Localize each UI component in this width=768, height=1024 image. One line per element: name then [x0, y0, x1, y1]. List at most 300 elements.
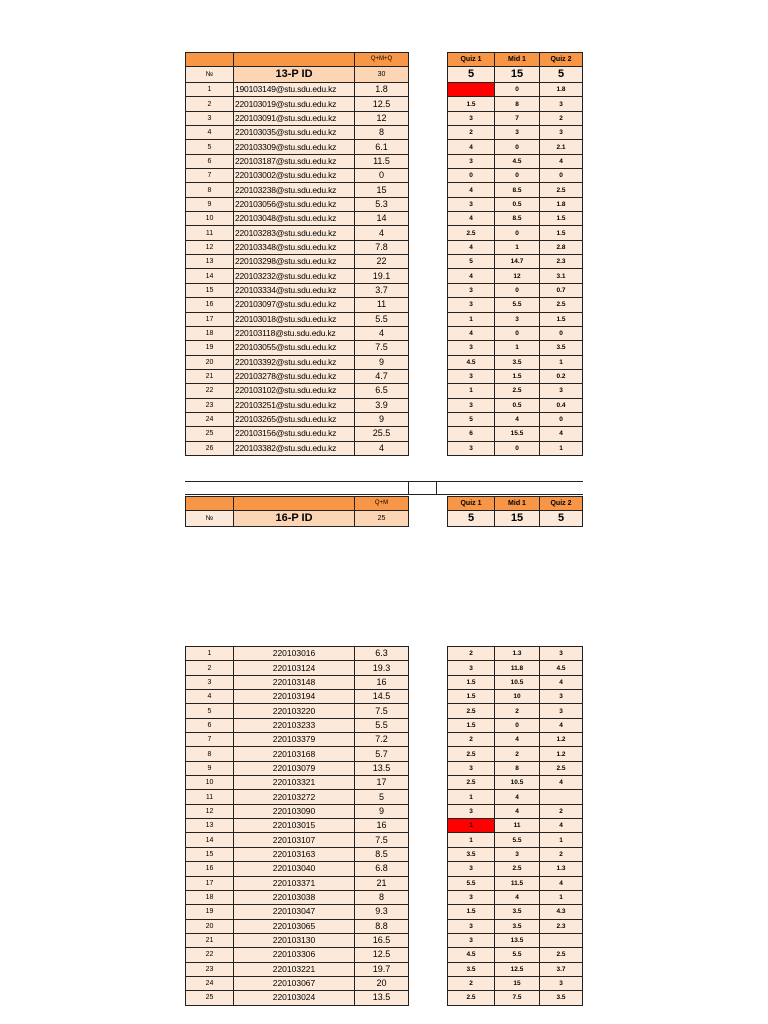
row-number: 1: [186, 647, 234, 661]
table-row: [186, 776, 409, 790]
table-row: [186, 427, 409, 441]
total-score: 7.5: [355, 704, 409, 718]
table-row: [186, 890, 409, 904]
quiz2-score: 4.3: [540, 905, 583, 919]
mid1-score: 1.3: [495, 647, 540, 661]
table-row: [186, 790, 409, 804]
mid1-score: 2: [495, 704, 540, 718]
score-row: [448, 326, 583, 340]
mid1-score: 5.5: [495, 298, 540, 312]
table-row: [186, 326, 409, 340]
score-row: [448, 948, 583, 962]
row-number: 14: [186, 269, 234, 283]
total-score: 9: [355, 412, 409, 426]
score-row: [448, 991, 583, 1005]
table-row: [186, 919, 409, 933]
quiz1-score: 3: [448, 298, 495, 312]
row-number: 22: [186, 948, 234, 962]
table-row: [186, 962, 409, 976]
quiz2-score: 2: [540, 111, 583, 125]
student-id: 220103265@stu.sdu.edu.kz: [234, 412, 355, 426]
score-row: [448, 427, 583, 441]
mid1-score: 12.5: [495, 962, 540, 976]
score-row: [448, 862, 583, 876]
table-row: [186, 240, 409, 254]
quiz2-score: 1.8: [540, 83, 583, 97]
quiz2-score: 1.2: [540, 733, 583, 747]
student-id: 220103272: [234, 790, 355, 804]
row-number: 17: [186, 312, 234, 326]
student-id: 220103392@stu.sdu.edu.kz: [234, 355, 355, 369]
quiz2-score: 1: [540, 441, 583, 455]
table-row: [186, 369, 409, 383]
quiz1-score: 1: [448, 790, 495, 804]
score-row: [448, 690, 583, 704]
score-formula-label: Q+M: [355, 497, 409, 511]
score-row: [448, 312, 583, 326]
quiz1-score: 2.5: [448, 747, 495, 761]
student-id: 220103194: [234, 690, 355, 704]
total-score: 8.8: [355, 919, 409, 933]
quiz2-score: 2.3: [540, 255, 583, 269]
mid1-score: 4: [495, 412, 540, 426]
row-number: 24: [186, 412, 234, 426]
table-row: [186, 183, 409, 197]
header-blank-cell: [234, 53, 355, 67]
row-number: 3: [186, 675, 234, 689]
student-id: 220103002@stu.sdu.edu.kz: [234, 169, 355, 183]
quiz2-score: 3: [540, 97, 583, 111]
group16-header-bar: [186, 497, 409, 511]
row-number: 18: [186, 890, 234, 904]
quiz2-score: 1.5: [540, 212, 583, 226]
row-number: 12: [186, 240, 234, 254]
total-score: 5.5: [355, 312, 409, 326]
table-row: [186, 933, 409, 947]
score-row: [448, 675, 583, 689]
student-id: 220103298@stu.sdu.edu.kz: [234, 255, 355, 269]
quiz2-score: 0: [540, 412, 583, 426]
mid1-score: 15: [495, 976, 540, 990]
quiz2-score: 4: [540, 154, 583, 168]
quiz1-score: 3: [448, 761, 495, 775]
quiz2-score: 3: [540, 704, 583, 718]
mid1-score: 3: [495, 126, 540, 140]
mid1-score: 1: [495, 341, 540, 355]
mid1-score: 0: [495, 226, 540, 240]
student-id: 220103079: [234, 761, 355, 775]
row-number: 19: [186, 341, 234, 355]
student-id: 220103306: [234, 948, 355, 962]
quiz2-score: 4: [540, 718, 583, 732]
student-id: 220103118@stu.sdu.edu.kz: [234, 326, 355, 340]
mid1-score: 3.5: [495, 905, 540, 919]
quiz1-score: 3: [448, 933, 495, 947]
quiz2-score: 4: [540, 819, 583, 833]
student-id: 220103130: [234, 933, 355, 947]
row-number: 1: [186, 83, 234, 97]
score-row: [448, 718, 583, 732]
student-id: 220103018@stu.sdu.edu.kz: [234, 312, 355, 326]
quiz2-score: 2: [540, 847, 583, 861]
score-row: [448, 761, 583, 775]
total-score: 22: [355, 255, 409, 269]
total-score: 12.5: [355, 97, 409, 111]
total-score: 16: [355, 819, 409, 833]
table-row: [186, 341, 409, 355]
mid1-score: 3.5: [495, 355, 540, 369]
number-column-header: №: [186, 67, 234, 83]
number-column-header: №: [186, 511, 234, 527]
quiz1-score: 2.5: [448, 776, 495, 790]
quiz1-score: 3: [448, 398, 495, 412]
quiz1-score: 2: [448, 733, 495, 747]
mid1-max: 15: [495, 67, 540, 83]
quiz1-score: 4: [448, 269, 495, 283]
quiz1-score: 2.5: [448, 704, 495, 718]
score-row: [448, 441, 583, 455]
quiz1-score: 1: [448, 819, 495, 833]
mid1-score: 10.5: [495, 776, 540, 790]
student-id: 220103156@stu.sdu.edu.kz: [234, 427, 355, 441]
group13-header-bar: [186, 53, 409, 67]
total-score: 11: [355, 298, 409, 312]
quiz2-score: 3: [540, 384, 583, 398]
student-id: 220103055@stu.sdu.edu.kz: [234, 341, 355, 355]
student-id: 220103038: [234, 890, 355, 904]
mid1-score: 10.5: [495, 675, 540, 689]
quiz1-score: 3: [448, 154, 495, 168]
score-row: [448, 197, 583, 211]
mid1-score: 4.5: [495, 154, 540, 168]
total-score: 4: [355, 441, 409, 455]
total-score: 5.3: [355, 197, 409, 211]
quiz2-score: 0.2: [540, 369, 583, 383]
table-row: [186, 690, 409, 704]
student-id: 220103056@stu.sdu.edu.kz: [234, 197, 355, 211]
mid1-score: 2: [495, 747, 540, 761]
mid1-score: 12: [495, 269, 540, 283]
quiz1-score: 3: [448, 661, 495, 675]
table-row: [186, 97, 409, 111]
score-row: [448, 833, 583, 847]
mid1-score: 1: [495, 240, 540, 254]
student-id: 220103035@stu.sdu.edu.kz: [234, 126, 355, 140]
row-number: 10: [186, 212, 234, 226]
table-row: [186, 140, 409, 154]
student-id: 220103024: [234, 991, 355, 1005]
quiz1-score: 3.5: [448, 962, 495, 976]
row-number: 23: [186, 962, 234, 976]
quiz1-score: 5: [448, 412, 495, 426]
group16-students-table: [185, 646, 409, 1006]
quiz2-score: 1.8: [540, 197, 583, 211]
row-number: 13: [186, 819, 234, 833]
student-id: 220103348@stu.sdu.edu.kz: [234, 240, 355, 254]
quiz2-header: Quiz 2: [540, 497, 583, 511]
score-row: [448, 919, 583, 933]
mid1-score: 8.5: [495, 183, 540, 197]
mid1-score: 1.5: [495, 369, 540, 383]
mid1-score: 10: [495, 690, 540, 704]
mid1-score: 5.5: [495, 948, 540, 962]
total-score: 7.5: [355, 341, 409, 355]
table-row: [186, 298, 409, 312]
quiz1-score: 1: [448, 312, 495, 326]
quiz2-score: 1: [540, 890, 583, 904]
mid1-score: 0: [495, 169, 540, 183]
group16-max-row: [448, 511, 583, 527]
row-number: 11: [186, 790, 234, 804]
quiz2-score: 2.5: [540, 948, 583, 962]
quiz2-score: 1: [540, 355, 583, 369]
quiz2-score: 4: [540, 876, 583, 890]
score-row: [448, 83, 583, 97]
quiz2-score: 3.5: [540, 991, 583, 1005]
student-id: 220103163: [234, 847, 355, 861]
total-score: 4.7: [355, 369, 409, 383]
student-id: 220103283@stu.sdu.edu.kz: [234, 226, 355, 240]
score-row: [448, 111, 583, 125]
row-number: 20: [186, 919, 234, 933]
student-id: 220103233: [234, 718, 355, 732]
mid1-score: 0: [495, 83, 540, 97]
max-score-cell: 25: [355, 511, 409, 527]
group16-quiz-header-table: [447, 496, 583, 527]
score-formula-label: Q+M+Q: [355, 53, 409, 67]
mid1-score: 2.5: [495, 862, 540, 876]
row-number: 6: [186, 718, 234, 732]
student-id: 220103107: [234, 833, 355, 847]
quiz2-score: 4: [540, 776, 583, 790]
quiz1-score: 2.5: [448, 226, 495, 240]
student-id: 220103047: [234, 905, 355, 919]
student-id: 220103015: [234, 819, 355, 833]
mid1-score: 11.5: [495, 876, 540, 890]
group13-header-row: [186, 67, 409, 83]
quiz2-max: 5: [540, 511, 583, 527]
total-score: 7.2: [355, 733, 409, 747]
total-score: 9: [355, 355, 409, 369]
mid1-score: 3.5: [495, 919, 540, 933]
total-score: 14: [355, 212, 409, 226]
mid1-score: 7.5: [495, 991, 540, 1005]
mid1-score: 8: [495, 97, 540, 111]
student-id: 220103048@stu.sdu.edu.kz: [234, 212, 355, 226]
table-row: [186, 269, 409, 283]
quiz2-score: 3: [540, 690, 583, 704]
total-score: 14.5: [355, 690, 409, 704]
row-number: 5: [186, 704, 234, 718]
quiz1-score: [448, 83, 495, 97]
student-id: 220103148: [234, 675, 355, 689]
student-id: 220103371: [234, 876, 355, 890]
student-id: 220103040: [234, 862, 355, 876]
row-number: 26: [186, 441, 234, 455]
score-row: [448, 240, 583, 254]
quiz1-score: 1.5: [448, 675, 495, 689]
score-row: [448, 341, 583, 355]
total-score: 4: [355, 226, 409, 240]
table-row: [186, 948, 409, 962]
table-row: [186, 355, 409, 369]
quiz2-header: Quiz 2: [540, 53, 583, 67]
total-score: 12.5: [355, 948, 409, 962]
total-score: 0: [355, 169, 409, 183]
quiz1-max: 5: [448, 67, 495, 83]
quiz2-score: 1.5: [540, 226, 583, 240]
score-row: [448, 140, 583, 154]
score-row: [448, 298, 583, 312]
quiz1-score: 3: [448, 919, 495, 933]
total-score: 16: [355, 675, 409, 689]
student-id: 220103187@stu.sdu.edu.kz: [234, 154, 355, 168]
quiz2-score: 2.5: [540, 298, 583, 312]
quiz2-score: 4.5: [540, 661, 583, 675]
quiz1-score: 4: [448, 140, 495, 154]
mid1-score: 4: [495, 733, 540, 747]
total-score: 6.3: [355, 647, 409, 661]
table-row: [186, 197, 409, 211]
table-row: [186, 675, 409, 689]
student-id: 220103221: [234, 962, 355, 976]
quiz1-score: 4: [448, 183, 495, 197]
row-number: 6: [186, 154, 234, 168]
score-row: [448, 976, 583, 990]
mid1-score: 8.5: [495, 212, 540, 226]
total-score: 7.8: [355, 240, 409, 254]
mid1-score: 0: [495, 326, 540, 340]
mid1-score: 11: [495, 819, 540, 833]
quiz1-score: 3: [448, 804, 495, 818]
quiz1-score: 1.5: [448, 690, 495, 704]
quiz1-score: 5: [448, 255, 495, 269]
group13-max-row: [448, 67, 583, 83]
score-row: [448, 97, 583, 111]
quiz1-score: 3: [448, 862, 495, 876]
group13-scores-table: [447, 52, 583, 456]
table-row: [186, 804, 409, 818]
score-row: [448, 212, 583, 226]
total-score: 5.5: [355, 718, 409, 732]
quiz1-score: 1.5: [448, 718, 495, 732]
row-number: 15: [186, 283, 234, 297]
score-row: [448, 776, 583, 790]
mid1-score: 4: [495, 790, 540, 804]
row-number: 25: [186, 991, 234, 1005]
quiz1-score: 3: [448, 197, 495, 211]
score-row: [448, 876, 583, 890]
mid1-score: 11.8: [495, 661, 540, 675]
total-score: 16.5: [355, 933, 409, 947]
quiz2-score: 2.5: [540, 183, 583, 197]
quiz2-score: [540, 790, 583, 804]
score-row: [448, 269, 583, 283]
total-score: 5.7: [355, 747, 409, 761]
score-row: [448, 355, 583, 369]
student-id: 220103379: [234, 733, 355, 747]
total-score: 19.7: [355, 962, 409, 976]
student-id: 220103238@stu.sdu.edu.kz: [234, 183, 355, 197]
quiz1-score: 4: [448, 212, 495, 226]
table-row: [186, 862, 409, 876]
row-number: 25: [186, 427, 234, 441]
total-score: 13.5: [355, 761, 409, 775]
quiz1-score: 4: [448, 240, 495, 254]
mid1-score: 5.5: [495, 833, 540, 847]
row-number: 9: [186, 761, 234, 775]
row-number: 22: [186, 384, 234, 398]
total-score: 3.7: [355, 283, 409, 297]
student-id: 220103278@stu.sdu.edu.kz: [234, 369, 355, 383]
row-number: 9: [186, 197, 234, 211]
quiz1-score: 4.5: [448, 355, 495, 369]
mid1-header: Mid 1: [495, 53, 540, 67]
quiz2-score: 3: [540, 126, 583, 140]
student-id: 220103091@stu.sdu.edu.kz: [234, 111, 355, 125]
score-row: [448, 384, 583, 398]
mid1-score: 0: [495, 283, 540, 297]
row-number: 23: [186, 398, 234, 412]
mid1-score: 3: [495, 847, 540, 861]
total-score: 6.5: [355, 384, 409, 398]
mid1-score: 4: [495, 804, 540, 818]
total-score: 11.5: [355, 154, 409, 168]
separator-line: [408, 481, 409, 494]
mid1-score: 14.7: [495, 255, 540, 269]
row-number: 17: [186, 876, 234, 890]
table-row: [186, 718, 409, 732]
score-row: [448, 905, 583, 919]
quiz2-score: 3.1: [540, 269, 583, 283]
student-id: 220103232@stu.sdu.edu.kz: [234, 269, 355, 283]
score-row: [448, 169, 583, 183]
quiz2-score: 2: [540, 804, 583, 818]
student-id: 220103067: [234, 976, 355, 990]
quiz1-header: Quiz 1: [448, 53, 495, 67]
table-row: [186, 169, 409, 183]
student-id: 220103090: [234, 804, 355, 818]
total-score: 21: [355, 876, 409, 890]
mid1-score: 7: [495, 111, 540, 125]
mid1-score: 0: [495, 441, 540, 455]
total-score: 19.3: [355, 661, 409, 675]
score-row: [448, 647, 583, 661]
total-score: 8: [355, 126, 409, 140]
quiz2-score: 0.4: [540, 398, 583, 412]
quiz2-score: 3.5: [540, 341, 583, 355]
score-row: [448, 819, 583, 833]
row-number: 7: [186, 733, 234, 747]
quiz1-score: 3: [448, 111, 495, 125]
row-number: 2: [186, 97, 234, 111]
quiz1-score: 4.5: [448, 948, 495, 962]
mid1-score: 15.5: [495, 427, 540, 441]
table-row: [186, 398, 409, 412]
table-row: [186, 976, 409, 990]
group16-scores-table: [447, 646, 583, 1006]
table-row: [186, 847, 409, 861]
row-number: 18: [186, 326, 234, 340]
group16-quiz-header-row: [448, 497, 583, 511]
quiz2-score: 0: [540, 169, 583, 183]
total-score: 8: [355, 890, 409, 904]
group-id-header: 16-P ID: [234, 511, 355, 527]
table-row: [186, 384, 409, 398]
quiz1-score: 3: [448, 341, 495, 355]
quiz2-score: 2.1: [540, 140, 583, 154]
student-id: 220103382@stu.sdu.edu.kz: [234, 441, 355, 455]
